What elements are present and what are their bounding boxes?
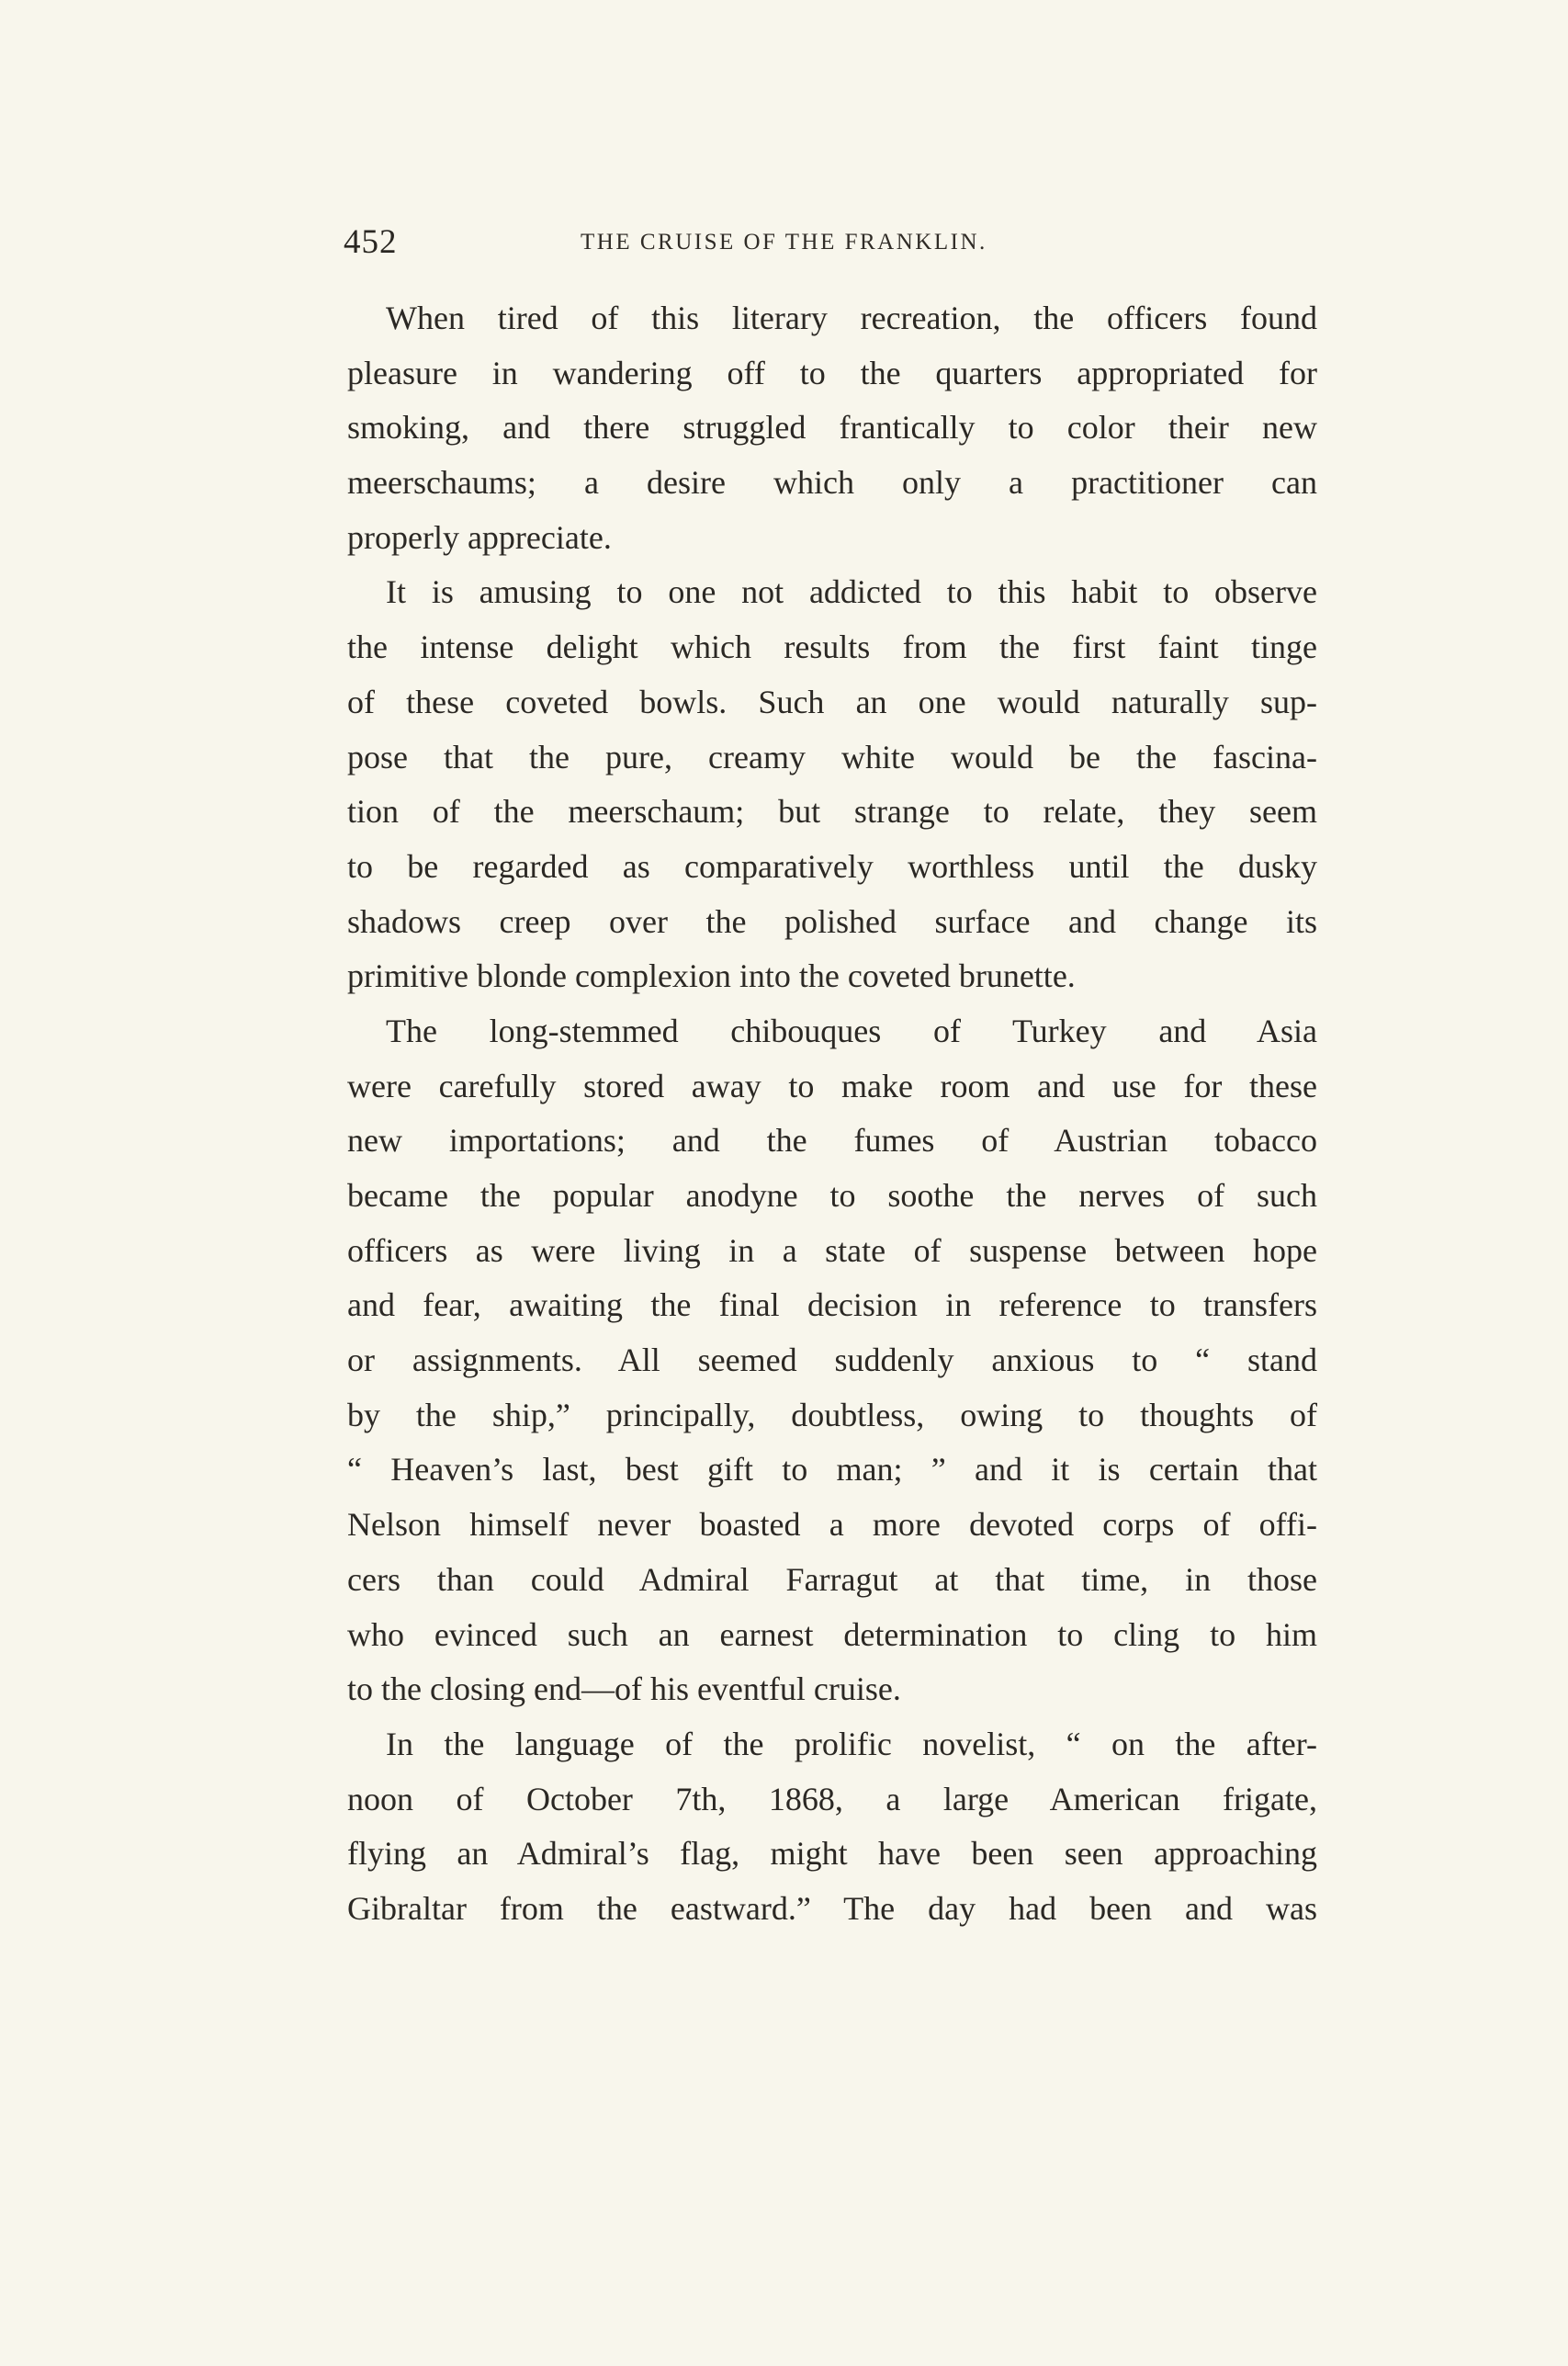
text-line: flying an Admiral’s flag, might have been seen approaching (347, 1835, 1317, 1873)
running-head (344, 222, 1317, 259)
text-line: to the closing end—of his eventful cruise. (347, 1670, 901, 1708)
text-line: by the ship,” principally, doubtless, owing to thoughts of (347, 1396, 1317, 1433)
text-line: pleasure in wandering off to the quarters appropriated for (347, 354, 1317, 391)
text-line: “ Heaven’s last, best gift to man; ” and it is certain that (347, 1451, 1317, 1489)
text-line: were carefully stored away to make room and use for these (347, 1067, 1317, 1104)
text-line: In the language of the prolific novelist, “ on the after- (386, 1725, 1317, 1762)
text-line: of these coveted bowls. Such an one would naturally sup- (347, 683, 1317, 720)
running-title: THE CRUISE OF THE FRANKLIN. (581, 230, 987, 255)
text-line: It is amusing to one not addicted to this habit to observe (386, 573, 1317, 611)
text-line: new importations; and the fumes of Austrian tobacco (347, 1122, 1317, 1160)
text-line: tion of the meerschaum; but strange to relate, they seem (347, 793, 1317, 831)
text-line: Gibraltar from the eastward.” The day had been and was (347, 1889, 1317, 1927)
page-number: 452 (344, 223, 398, 261)
text-line: and fear, awaiting the final decision in reference to transfers (347, 1286, 1317, 1324)
text-line: When tired of this literary recreation, the officers found (386, 300, 1317, 336)
text-line: officers as were living in a state of suspense between hope (347, 1231, 1317, 1269)
text-line: who evinced such an earnest determination to cling to him (347, 1615, 1317, 1653)
text-line: primitive blonde complexion into the coveted brunette. (347, 957, 1076, 995)
text-line: Nelson himself never boasted a more devoted corps of offi- (347, 1506, 1317, 1544)
text-line: to be regarded as comparatively worthless until the dusky (347, 847, 1317, 885)
text-line: properly appreciate. (347, 518, 612, 556)
text-line: the intense delight which results from the first faint tinge (347, 628, 1317, 666)
text-line: or assignments. All seemed suddenly anxious to “ stand (347, 1341, 1317, 1379)
text-line: became the popular anodyne to soothe the nerves of such (347, 1177, 1317, 1214)
text-line: cers than could Admiral Farragut at that time, in those (347, 1560, 1317, 1598)
text-line: The long-stemmed chibouques of Turkey and Asia (386, 1012, 1317, 1049)
body-text (347, 291, 1317, 1937)
text-line: noon of October 7th, 1868, a large American frigate, (347, 1780, 1317, 1817)
text-line: smoking, and there struggled frantically to color their new (347, 409, 1317, 447)
text-line: shadows creep over the polished surface and change its (347, 902, 1317, 940)
text-line: meerschaums; a desire which only a practitioner can (347, 464, 1317, 502)
text-line: pose that the pure, creamy white would be the fascina- (347, 738, 1317, 775)
